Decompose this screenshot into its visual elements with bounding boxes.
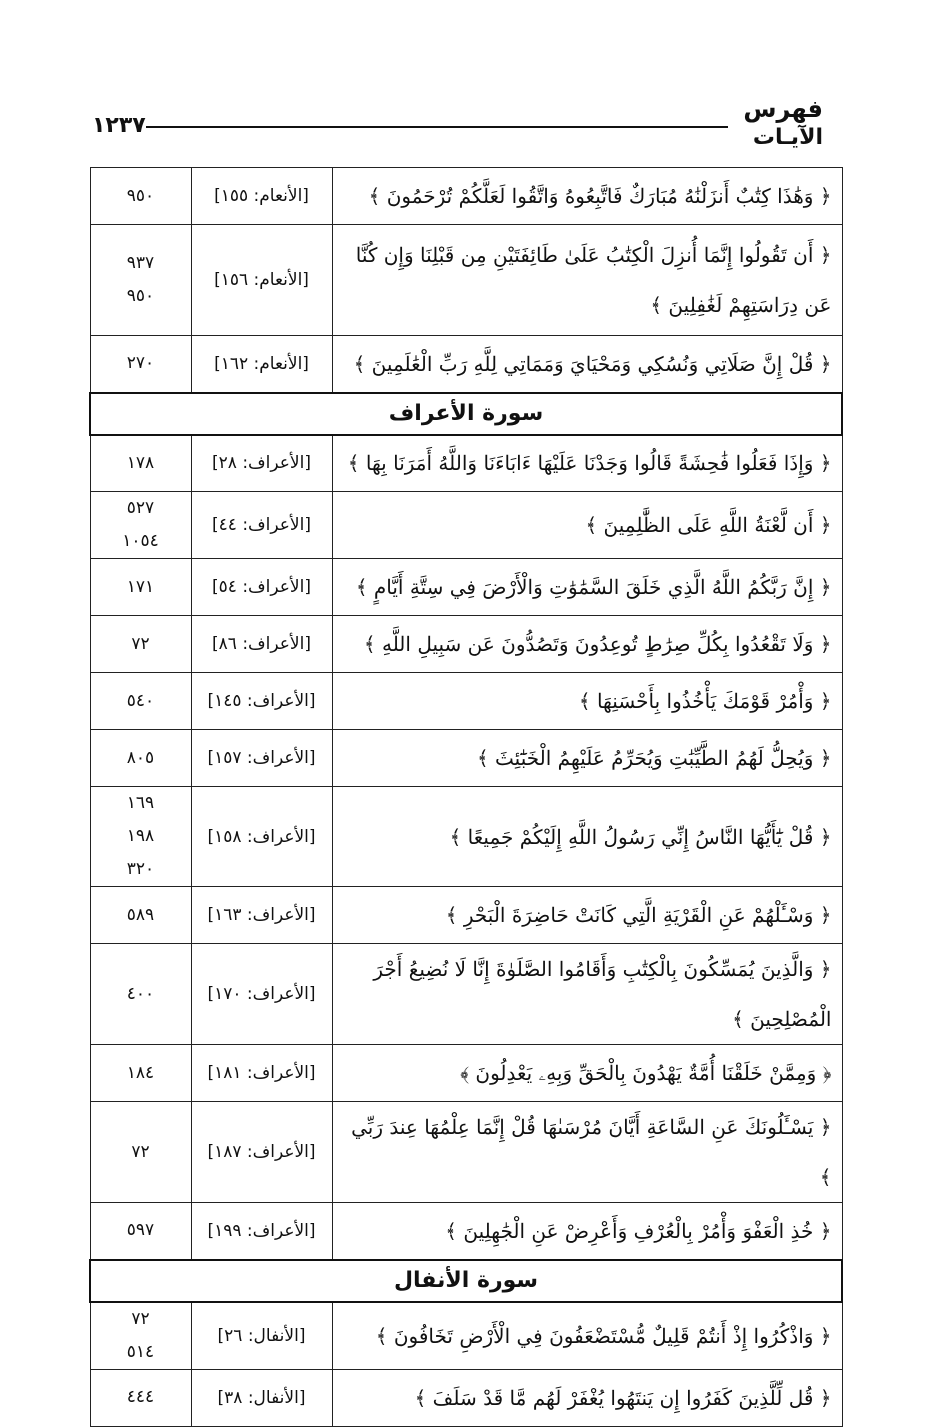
page-number-ref: ١٦٩	[126, 793, 155, 813]
verse-reference: [الأعراف: ١٤٥]	[191, 673, 332, 730]
verse-reference: [الأنعام: ١٦٢]	[191, 336, 332, 393]
page-number-ref: ١٨٤	[126, 1062, 155, 1083]
page-references	[90, 787, 191, 887]
verse-text: ﴿ أَن لَّعْنَةُ اللَّهِ عَلَى الظَّٰلِمِينَ ﴾	[332, 492, 842, 559]
verses-index-table	[89, 167, 843, 1427]
page-number-ref: ٧٢	[131, 1141, 150, 1162]
page-references	[90, 1302, 191, 1370]
page-number-ref: ١٧٨	[126, 452, 155, 473]
page-references	[90, 1102, 191, 1203]
sura-heading: سورة الأعراف	[90, 393, 842, 435]
verse-text: ﴿ وَسْـَٔلْهُمْ عَنِ الْقَرْيَةِ الَّتِي كَانَتْ حَاضِرَةَ الْبَحْرِ ﴾	[332, 887, 842, 944]
page-number-ref: ٧٢	[131, 1308, 150, 1329]
sura-heading-row	[90, 393, 842, 435]
page-references	[90, 336, 191, 393]
index-row	[90, 787, 842, 887]
page-number-ref: ٢٧٠	[126, 353, 155, 374]
verse-reference: [الأعراف: ١٨١]	[191, 1045, 332, 1102]
page-references	[90, 225, 191, 336]
page-number-ref: ٣٢٠	[126, 859, 155, 879]
verse-text: ﴿ وَالَّذِينَ يُمَسِّكُونَ بِالْكِتَٰبِ وَأَقَامُوا الصَّلَوٰةَ إِنَّا لَا نُضِيعُ أَجْرَ الْمُصْلِحِينَ ﴾	[332, 944, 842, 1045]
index-row	[90, 673, 842, 730]
page-references	[90, 944, 191, 1045]
page-number-ref: ٧٢	[131, 633, 150, 654]
page-references	[90, 616, 191, 673]
page-references	[90, 492, 191, 559]
page-references	[90, 887, 191, 944]
index-row	[90, 616, 842, 673]
verse-text: ﴿ يَسْـَٔلُونَكَ عَنِ السَّاعَةِ أَيَّانَ مُرْسَىٰهَا قُلْ إِنَّمَا عِلْمُهَا عِندَ رَبِّي ﴾	[332, 1102, 842, 1203]
page-references	[90, 730, 191, 787]
page-number-ref: ٩٥٠	[126, 185, 155, 206]
page-references	[90, 168, 191, 225]
index-row	[90, 730, 842, 787]
verse-text: ﴿ وَهَٰذَا كِتَٰبٌ أَنزَلْنَٰهُ مُبَارَكٌ فَاتَّبِعُوهُ وَاتَّقُوا لَعَلَّكُمْ تُرْحَمُونَ ﴾	[332, 168, 842, 225]
sura-heading-row	[90, 1260, 842, 1302]
verse-reference: [الأنعام: ١٥٥]	[191, 168, 332, 225]
index-row	[90, 336, 842, 393]
page-references	[90, 1045, 191, 1102]
page-number-ref: ٤٤٤	[126, 1387, 155, 1407]
page-references	[90, 1203, 191, 1260]
page-number-ref: ٤٠٠	[126, 983, 155, 1004]
verse-text: ﴿ وَإِذَا فَعَلُوا فَٰحِشَةً قَالُوا وَجَدْنَا عَلَيْهَا ءَابَاءَنَا وَاللَّهُ أَمَرَنَا بِهَا ﴾	[332, 435, 842, 492]
verse-reference: [الأعراف: ٢٨]	[191, 435, 332, 492]
verse-reference: [الأعراف: ١٥٨]	[191, 787, 332, 887]
verse-text: ﴿ إِنَّ رَبَّكُمُ اللَّهُ الَّذِي خَلَقَ السَّمَٰوَٰتِ وَالْأَرْضَ فِي سِتَّةِ أَيَّامٍ ﴾	[332, 559, 842, 616]
index-row	[90, 168, 842, 225]
index-row	[90, 1045, 842, 1102]
verse-text: ﴿ وَلَا تَقْعُدُوا بِكُلِّ صِرَٰطٍ تُوعِدُونَ وَتَصُدُّونَ عَن سَبِيلِ اللَّهِ ﴾	[332, 616, 842, 673]
verse-reference: [الأعراف: ٥٤]	[191, 559, 332, 616]
verse-reference: [الأعراف: ١٩٩]	[191, 1203, 332, 1260]
page-number-ref: ٩٥٠	[126, 286, 155, 306]
verse-text: ﴿ قُلْ يَٰٓأَيُّهَا النَّاسُ إِنِّي رَسُولُ اللَّهِ إِلَيْكُمْ جَمِيعًا ﴾	[332, 787, 842, 887]
verse-reference: [الأعراف: ١٦٣]	[191, 887, 332, 944]
verse-text: ﴿ وَمِمَّنْ خَلَقْنَا أُمَّةٌ يَهْدُونَ بِالْحَقِّ وَبِهِۦ يَعْدِلُونَ ﴾	[332, 1045, 842, 1102]
page-number-ref: ٥٨٩	[126, 904, 155, 925]
page-number-ref: ١٩٨	[126, 826, 155, 846]
verse-reference: [الأنفال: ٣٨]	[191, 1369, 332, 1426]
page-number-ref: ٥١٤	[126, 1341, 155, 1362]
verse-text: ﴿ وَاذْكُرُوا إِذْ أَنتُمْ قَلِيلٌ مُّسْتَضْعَفُونَ فِي الْأَرْضِ تَخَافُونَ ﴾	[332, 1302, 842, 1370]
verse-reference: [الأنفال: ٢٦]	[191, 1302, 332, 1370]
verse-text: ﴿ قُلْ إِنَّ صَلَاتِي وَنُسُكِي وَمَحْيَايَ وَمَمَاتِي لِلَّهِ رَبِّ الْعَٰلَمِينَ ﴾	[332, 336, 842, 393]
verse-reference: [الأعراف: ١٥٧]	[191, 730, 332, 787]
verse-text: ﴿ قُل لِّلَّذِينَ كَفَرُوا إِن يَنتَهُوا يُغْفَرْ لَهُم مَّا قَدْ سَلَفَ ﴾	[332, 1369, 842, 1426]
page-number-ref: ١٠٥٤	[122, 531, 159, 551]
index-row	[90, 1369, 842, 1426]
verse-text: ﴿ خُذِ الْعَفْوَ وَأْمُرْ بِالْعُرْفِ وَأَعْرِضْ عَنِ الْجَٰهِلِينَ ﴾	[332, 1203, 842, 1260]
verse-reference: [الأعراف: ١٨٧]	[191, 1102, 332, 1203]
page-references	[90, 559, 191, 616]
verse-text: ﴿ وَيُحِلُّ لَهُمُ الطَّيِّبَٰتِ وَيُحَرِّمُ عَلَيْهِمُ الْخَبَٰٓئِثَ ﴾	[332, 730, 842, 787]
page-number-ref: ٨٠٥	[126, 747, 155, 768]
sura-heading: سورة الأنفال	[90, 1260, 842, 1302]
index-row	[90, 1302, 842, 1370]
index-row	[90, 944, 842, 1045]
header-rule	[146, 126, 728, 128]
verse-reference: [الأعراف: ٤٤]	[191, 492, 332, 559]
index-row	[90, 1102, 842, 1203]
page-number-ref: ٩٣٧	[126, 253, 155, 273]
page-header	[88, 95, 823, 155]
verse-text: ﴿ وَأْمُرْ قَوْمَكَ يَأْخُذُوا بِأَحْسَنِهَا ﴾	[332, 673, 842, 730]
page-number-ref: ١٧١	[126, 576, 155, 597]
page-references	[90, 673, 191, 730]
verse-reference: [الأعراف: ٨٦]	[191, 616, 332, 673]
verse-reference: [الأعراف: ١٧٠]	[191, 944, 332, 1045]
index-row	[90, 492, 842, 559]
page-number-ref: ٥٩٧	[126, 1220, 155, 1241]
index-row	[90, 435, 842, 492]
verse-text: ﴿ أَن تَقُولُوا إِنَّمَا أُنزِلَ الْكِتَٰبُ عَلَىٰ طَائِفَتَيْنِ مِن قَبْلِنَا وَإِن كُنَّا عَن دِرَاسَتِهِمْ لَغَٰفِلِينَ ﴾	[332, 225, 842, 336]
page-number: ١٢٣٧	[92, 113, 146, 138]
index-row	[90, 887, 842, 944]
page-number-ref: ٥٢٧	[126, 498, 155, 518]
index-row	[90, 559, 842, 616]
index-subtitle: الآيـات	[752, 125, 823, 150]
index-row	[90, 225, 842, 336]
index-row	[90, 1203, 842, 1260]
index-title: فهرس	[743, 95, 823, 123]
page-number-ref: ٥٤٠	[126, 690, 155, 711]
page-references	[90, 435, 191, 492]
verse-reference: [الأنعام: ١٥٦]	[191, 225, 332, 336]
page-references	[90, 1369, 191, 1426]
